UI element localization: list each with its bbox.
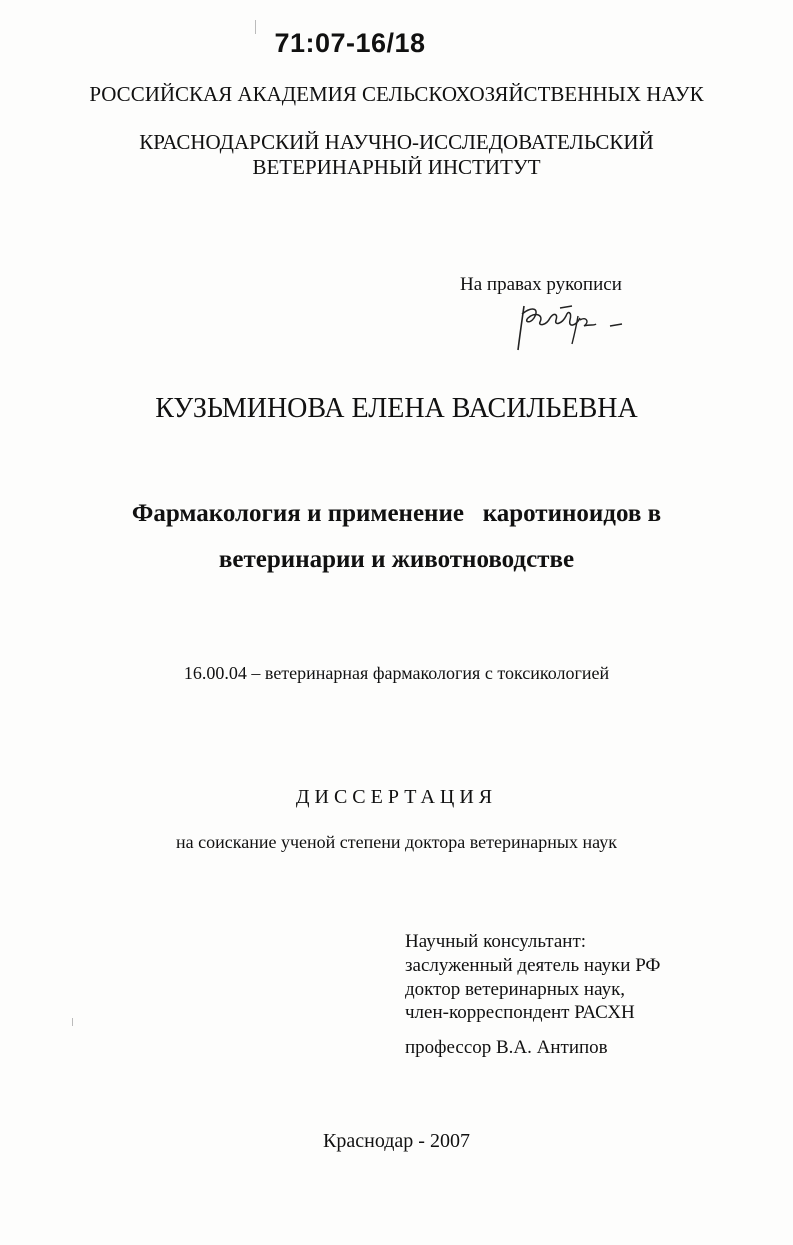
- institute-name-line-1: КРАСНОДАРСКИЙ НАУЧНО-ИССЛЕДОВАТЕЛЬСКИЙ: [139, 130, 654, 154]
- document-type: ДИССЕРТАЦИЯ: [295, 786, 498, 808]
- scan-mark: [72, 1018, 73, 1026]
- institute-name-line-2: ВЕТЕРИНАРНЫЙ ИНСТИТУТ: [252, 155, 541, 179]
- advisor-line: член-корреспондент РАСХН: [405, 1002, 635, 1023]
- author-name: КУЗЬМИНОВА ЕЛЕНА ВАСИЛЬЕВНА: [155, 393, 638, 424]
- catalog-number: 71:07-16/18: [274, 28, 426, 58]
- place-and-year: Краснодар - 2007: [323, 1130, 470, 1152]
- manuscript-note: На правах рукописи: [460, 274, 622, 295]
- advisor-line: доктор ветеринарных наук,: [405, 979, 626, 1000]
- dissertation-title-line-2: ветеринарии и животноводстве: [218, 546, 575, 573]
- dissertation-title-line-1: Фармакология и применение каротиноидов в: [131, 500, 662, 527]
- advisor-line: заслуженный деятель науки РФ: [405, 955, 661, 976]
- advisor-line: профессор В.А. Антипов: [405, 1037, 608, 1058]
- degree-statement: на соискание ученой степени доктора ветеринарных наук: [176, 832, 617, 852]
- organization-name: РОССИЙСКАЯ АКАДЕМИЯ СЕЛЬСКОХОЗЯЙСТВЕННЫХ НАУК: [89, 82, 704, 106]
- specialty-code: 16.00.04 – ветеринарная фармакология с токсикологией: [183, 663, 610, 683]
- advisor-label: Научный консультант:: [405, 931, 587, 952]
- handwritten-signature: [510, 298, 630, 356]
